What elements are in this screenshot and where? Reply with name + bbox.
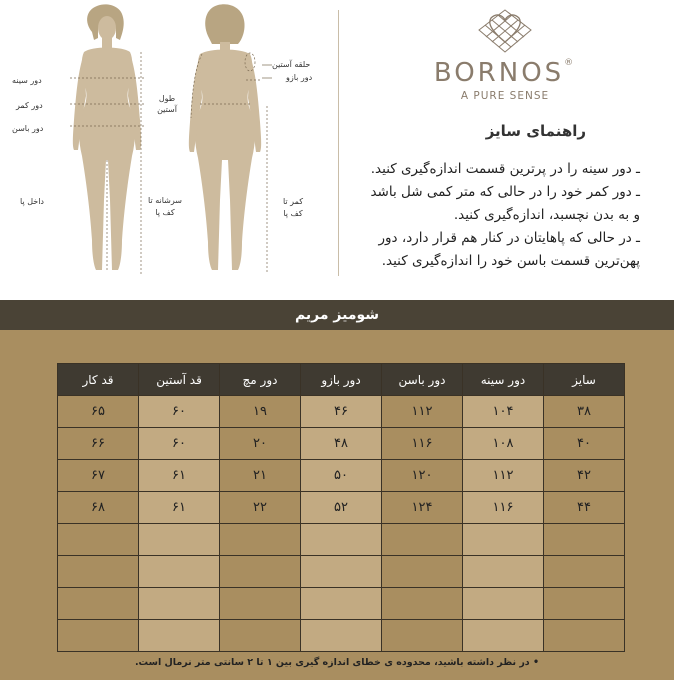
table-cell — [544, 524, 625, 556]
table-cell: ۱۱۶ — [382, 428, 463, 460]
diamond-logo-icon — [477, 8, 533, 54]
label-arm: دور بازو — [286, 73, 313, 82]
header-wrist: دور مچ — [220, 364, 301, 396]
waist-to-floor-line — [262, 104, 272, 276]
table-cell — [463, 620, 544, 652]
guide-line: ـ دور سینه را در پرترین قسمت اندازه‌گیری کنید. — [370, 161, 640, 177]
table-row — [58, 492, 625, 524]
table-cell: ۱۱۶ — [463, 492, 544, 524]
table-cell — [463, 524, 544, 556]
size-guide-instructions — [340, 158, 640, 273]
table-cell — [301, 588, 382, 620]
shoulder-to-floor-line — [136, 50, 146, 278]
table-cell — [544, 556, 625, 588]
table-cell — [463, 556, 544, 588]
table-cell — [301, 620, 382, 652]
table-cell: ۴۲ — [544, 460, 625, 492]
table-cell: ۴۰ — [544, 428, 625, 460]
table-row — [58, 588, 625, 620]
table-cell: ۴۴ — [544, 492, 625, 524]
table-cell: ۶۵ — [58, 396, 139, 428]
table-cell: ۱۱۲ — [463, 460, 544, 492]
label-waist-to-floor: کمر تا کف پا — [282, 197, 304, 218]
table-cell: ۱۰۸ — [463, 428, 544, 460]
label-hip: دور باسن — [12, 124, 44, 133]
table-cell — [301, 524, 382, 556]
table-cell — [382, 556, 463, 588]
table-cell: ۶۶ — [58, 428, 139, 460]
table-row — [58, 396, 625, 428]
table-cell: ۴۸ — [301, 428, 382, 460]
table-cell: ۳۸ — [544, 396, 625, 428]
registered-mark: ® — [564, 58, 577, 68]
product-title-bar — [0, 300, 674, 330]
table-row — [58, 556, 625, 588]
back-body-figure — [180, 0, 270, 278]
guide-line: پهن‌ترین قسمت باسن خود را اندازه‌گیری کنید. — [381, 253, 640, 269]
brand-logo — [410, 8, 600, 102]
size-guide-title: راهنمای سایز — [485, 122, 586, 140]
table-cell — [301, 556, 382, 588]
table-cell — [220, 524, 301, 556]
label-shoulder-to-floor-text: سرشانه تا کف پا — [148, 196, 182, 217]
table-cell: ۶۱ — [139, 492, 220, 524]
table-cell: ۱۹ — [220, 396, 301, 428]
table-cell: ۱۲۰ — [382, 460, 463, 492]
table-cell — [220, 620, 301, 652]
table-cell — [139, 524, 220, 556]
table-cell: ۶۸ — [58, 492, 139, 524]
table-cell — [58, 524, 139, 556]
size-guide-header — [0, 0, 674, 300]
table-row — [58, 620, 625, 652]
table-cell: ۶۰ — [139, 396, 220, 428]
header-garment-length: قد کار — [58, 364, 139, 396]
table-row — [58, 428, 625, 460]
table-cell — [139, 556, 220, 588]
table-cell — [544, 620, 625, 652]
label-waist: دور کمر — [16, 101, 43, 110]
guide-line: ـ دور کمر خود را در حالی که متر کمی شل باشد — [370, 184, 640, 200]
guide-line: و به بدن نچسبد، اندازه‌گیری کنید. — [453, 207, 640, 223]
brand-name — [410, 58, 600, 88]
table-cell: ۲۱ — [220, 460, 301, 492]
table-row — [58, 460, 625, 492]
table-cell — [58, 620, 139, 652]
table-cell: ۶۷ — [58, 460, 139, 492]
table-cell — [382, 524, 463, 556]
header-arm: دور بازو — [301, 364, 382, 396]
table-cell — [220, 588, 301, 620]
table-cell: ۱۰۴ — [463, 396, 544, 428]
guide-line: ـ در حالی که پاهایتان در کنار هم قرار دارد، دور — [378, 230, 640, 246]
table-cell — [382, 620, 463, 652]
product-title: شومیز مریم — [294, 307, 380, 323]
table-cell — [58, 556, 139, 588]
table-cell — [220, 556, 301, 588]
back-body-illustration — [180, 0, 270, 278]
armhole-pointer-line — [262, 60, 274, 80]
label-inseam: داخل پا — [20, 197, 44, 206]
table-cell — [139, 588, 220, 620]
table-cell: ۵۲ — [301, 492, 382, 524]
table-cell — [463, 588, 544, 620]
measurement-note: • در نظر داشته باشید، محدوده ی خطای اندازه گیری بین ۱ تا ۲ سانتی متر نرمال است. — [134, 657, 540, 668]
header-size: سایز — [544, 364, 625, 396]
vertical-divider — [338, 10, 339, 276]
table-cell — [382, 588, 463, 620]
table-cell: ۱۲۴ — [382, 492, 463, 524]
table-cell — [544, 588, 625, 620]
table-cell: ۴۶ — [301, 396, 382, 428]
brand-tagline: A PURE SENSE — [460, 90, 550, 102]
label-bust: دور سینه — [12, 76, 42, 85]
header-bust: دور سینه — [463, 364, 544, 396]
table-row — [58, 524, 625, 556]
header-sleeve-length: قد آستین — [139, 364, 220, 396]
label-sleeve-length: طول آستین — [157, 94, 177, 114]
brand-name-text: BORNOS — [433, 58, 565, 88]
table-cell: ۶۱ — [139, 460, 220, 492]
table-cell: ۱۱۲ — [382, 396, 463, 428]
table-header-row — [58, 364, 625, 396]
table-cell — [139, 620, 220, 652]
label-armhole: حلقه آستین — [272, 60, 311, 69]
table-cell: ۶۰ — [139, 428, 220, 460]
table-cell: ۲۰ — [220, 428, 301, 460]
size-table — [57, 363, 625, 652]
header-hip: دور باسن — [382, 364, 463, 396]
table-cell — [58, 588, 139, 620]
table-cell: ۲۲ — [220, 492, 301, 524]
size-table-section — [0, 330, 674, 680]
table-cell: ۵۰ — [301, 460, 382, 492]
